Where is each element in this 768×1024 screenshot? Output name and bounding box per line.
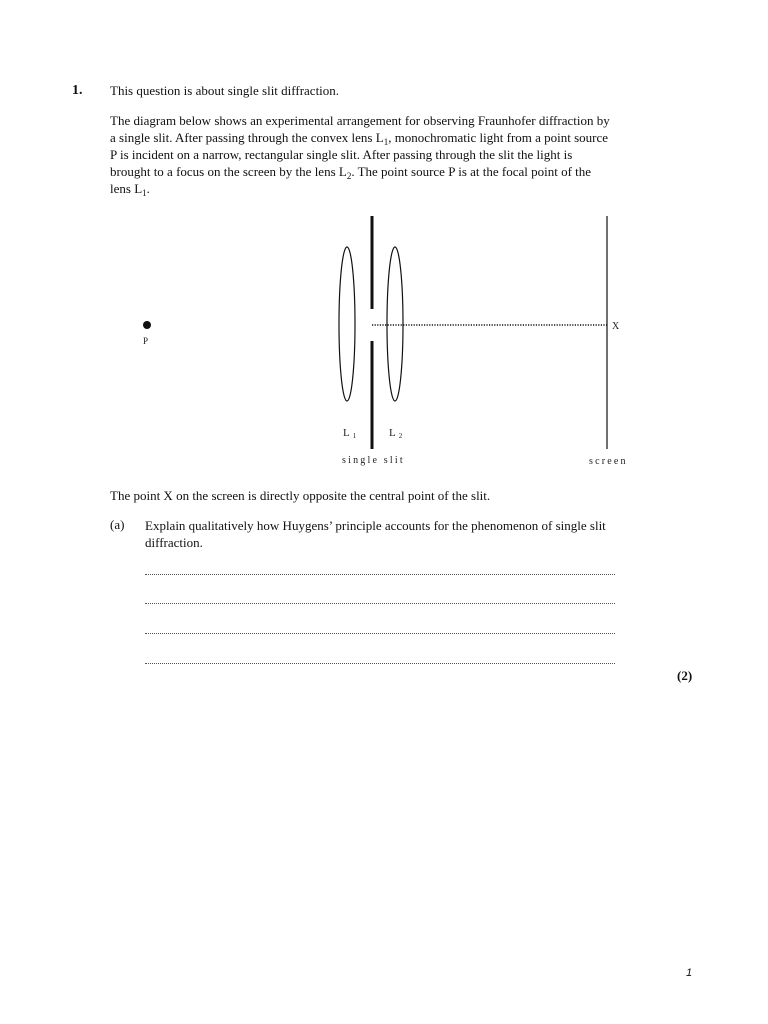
lens1-letter: L bbox=[343, 427, 350, 439]
slit-label: single slit bbox=[342, 455, 405, 466]
part-a-line-1: Explain qualitatively how Huygens’ principle accounts for the phenomenon of single slit bbox=[145, 518, 606, 533]
answer-line[interactable] bbox=[145, 663, 615, 664]
subscript: 1 bbox=[383, 137, 389, 147]
part-a-question bbox=[145, 517, 685, 551]
paragraph-line-4 bbox=[110, 163, 670, 180]
question-intro: This question is about single slit diffraction. bbox=[110, 83, 340, 98]
text-fragment: lens L bbox=[110, 181, 143, 196]
text-fragment: , monochromatic light from a point source bbox=[388, 130, 609, 145]
question-number: 1. bbox=[72, 83, 83, 98]
x-label: X bbox=[612, 321, 620, 332]
part-a-label: (a) bbox=[110, 517, 125, 532]
question-paragraph bbox=[110, 112, 670, 197]
lens1-label bbox=[343, 427, 357, 440]
paragraph-line-1: The diagram below shows an experimental arrangement for observing Fraunhofer diffraction by bbox=[110, 113, 610, 128]
text-fragment: a single slit. After passing through the convex lens L bbox=[110, 130, 384, 145]
lens1-subscript: 1 bbox=[352, 432, 357, 440]
paragraph-line-3: P is incident on a narrow, rectangular single slit. After passing through the slit the light is bbox=[110, 147, 573, 162]
paragraph-line-5 bbox=[110, 180, 670, 197]
lens2-label bbox=[389, 427, 403, 440]
lens-l1 bbox=[339, 247, 355, 401]
answer-line[interactable] bbox=[145, 633, 615, 634]
point-source-p bbox=[143, 321, 151, 329]
lens-l2 bbox=[387, 247, 403, 401]
screen-label: screen bbox=[589, 456, 628, 467]
answer-line[interactable] bbox=[145, 603, 615, 604]
point-x-note: The point X on the screen is directly opposite the central point of the slit. bbox=[110, 488, 491, 503]
subscript: 2 bbox=[346, 171, 352, 181]
lens2-letter: L bbox=[389, 427, 396, 439]
lens2-subscript: 2 bbox=[398, 432, 403, 440]
marks-label: (2) bbox=[677, 668, 693, 683]
text-fragment: brought to a focus on the screen by the lens L bbox=[110, 164, 347, 179]
point-label: P bbox=[143, 336, 149, 346]
page-number: 1 bbox=[686, 967, 693, 979]
answer-line[interactable] bbox=[145, 574, 615, 575]
text-fragment: . The point source P is at the focal point of the bbox=[351, 164, 592, 179]
text-fragment: . bbox=[146, 181, 150, 196]
part-a-line-2: diffraction. bbox=[145, 535, 203, 550]
subscript: 1 bbox=[142, 188, 147, 198]
paragraph-line-2 bbox=[110, 129, 670, 146]
